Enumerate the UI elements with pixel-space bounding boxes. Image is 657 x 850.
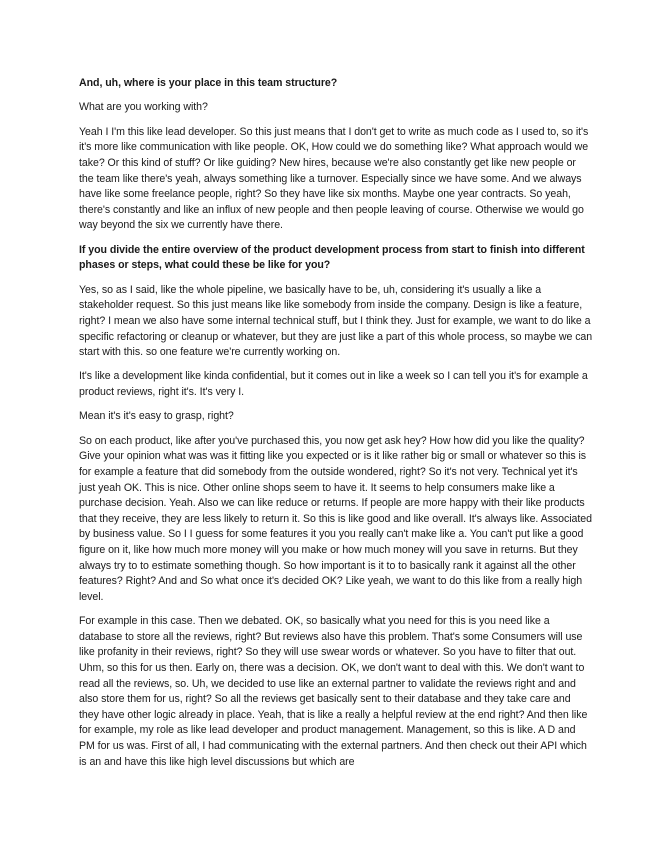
interview-answer: Yes, so as I said, like the whole pipeline, we basically have to be, uh, considering it's usually a like a stakeholder request. So this just means like like somebody from inside the company. Design is like a feature, right? I mean we also have some internal technical stuff, but I think they. Just for example, we want to do like a specific refactoring or cleanup or whatever, but they are just like a part of this whole process, so maybe we can start with this. so one feature we're currently working on. — [79, 283, 593, 359]
interview-answer: So on each product, like after you've purchased this, you now get ask hey? How how did you like the quality? Give your opinion what was was it fitting like you expected or is it like rather big or small or whatever so this is for example a feature that did somebody from the outside wondered, right? So it's not very. Technical yet it's just yeah OK. This is nice. Other online shops seem to have it. It seems to help consumers make like a purchase decision. Yeah. Also we can like reduce or returns. If people are more happy with their like products that they receive, they are less likely to return it. So this is like good and like overall. It's always like. Associated by business value. So I I guess for some features it you you really can't make like a. You can't put like a good figure on it, like how much more money will you make or how much money will you save in returns. But they always try to to estimate something though. So how important is it to to basically rank it against all the other features? Right? And and So what once it's decided OK? Like yeah, we want to do this like from a really high level. — [79, 434, 592, 603]
interview-answer: Mean it's it's easy to grasp, right? — [79, 410, 234, 423]
interview-answer: Yeah I I'm this like lead developer. So this just means that I don't get to write as much code as I used to, so it's it's more like communication with like people. OK, How could we do something like? What approach would we take? Or this kind of stuff? Or like guiding? New hires, because we're also constantly get like new people or the team like there's yeah, always something like a turnover. Especially since we have some. And we always have like some freelance people, right? So they have like six months. Maybe one year contracts. So yeah, there's constantly and like an influx of new people and then people leaving of course. Otherwise we would go way beyond the six we currently have there. — [79, 125, 589, 232]
interview-answer: What are you working with? — [79, 101, 208, 114]
interview-answer: For example in this case. Then we debated. OK, so basically what you need for this is you need like a database to store all the reviews, right? But reviews also have this problem. That's some Consumers will use like profanity in their reviews, right? So they will use swear words or whatever. So you have to filter that out. Uhm, so this for us then. Early on, there was a decision. OK, we don't want to deal with this. We don't want to read all the reviews, so. Uh, we decided to use like an external partner to validate the reviews right and and also store them for us, right? So all the reviews get basically sent to their database and they take care and they have other logic already in place. Yeah, that is like a really a helpful review at the end right? And then like for example, my role as like lead developer and product management. Management, so this is like. A D and PM for us was. First of all, I had communicating with the external partners. And then check out their API which is an and have this like high level discussions but which are — [79, 615, 588, 768]
interview-question: If you divide the entire overview of the product development process from start to finish into different phases or steps, what could these be like for you? — [79, 243, 585, 272]
interview-answer: It's like a development like kinda confidential, but it comes out in like a week so I can tell you it's for example a product reviews, right it's. It's very I. — [79, 370, 588, 399]
interview-question: And, uh, where is your place in this team structure? — [79, 77, 338, 89]
